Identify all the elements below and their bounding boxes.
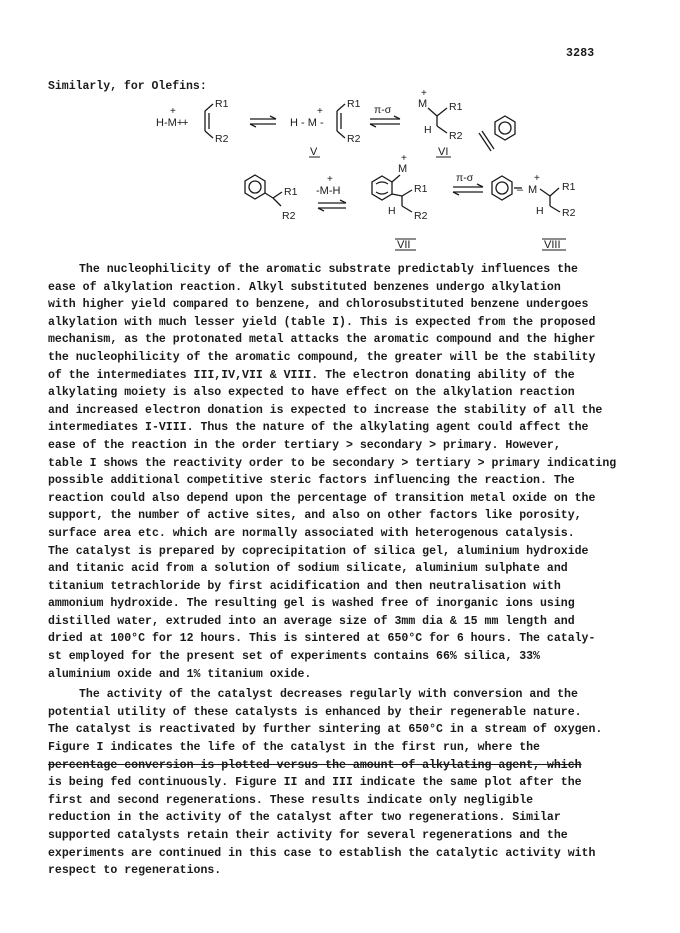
olefin-r1: R1 bbox=[215, 98, 229, 110]
reactant-charge: + bbox=[170, 106, 176, 117]
vii-charge: + bbox=[401, 153, 407, 164]
pi-sigma-1: π-σ bbox=[374, 104, 392, 116]
body-text bbox=[48, 261, 638, 880]
product-structure bbox=[245, 175, 282, 206]
text-line: The activity of the catalyst decreases regularly with conversion and the bbox=[79, 688, 578, 702]
vi-r2: R2 bbox=[449, 130, 463, 142]
text-line: st employed for the present set of experiments contains 66% silica, 33% bbox=[48, 650, 540, 664]
text-line: ammonium hydroxide. The resulting gel is washed free of inorganic ions using bbox=[48, 597, 575, 611]
viii-r1: R1 bbox=[562, 181, 576, 193]
equilibrium-arrow-1 bbox=[250, 116, 276, 127]
plus-sign: + bbox=[182, 117, 189, 129]
reaction-scheme bbox=[0, 0, 680, 262]
viii-h: H bbox=[536, 205, 544, 217]
viii-charge: + bbox=[534, 173, 540, 184]
product-r1: R1 bbox=[284, 186, 298, 198]
intro-label: Similarly, for Olefins: bbox=[48, 80, 207, 93]
vii-r1: R1 bbox=[414, 183, 428, 195]
text-line: titanium tetrachloride by first acidification and then neutralisation with bbox=[48, 579, 561, 593]
text-line: possible additional competitive steric factors influencing the reaction. The bbox=[48, 474, 575, 488]
equilibrium-arrow-2 bbox=[370, 116, 400, 127]
text-line: experiments are continued in this case to establish the catalytic activity with bbox=[48, 846, 596, 860]
text-line: intermediates I-VIII. Thus the nature of the alkylating agent could affect the bbox=[48, 421, 589, 435]
complex-olefin bbox=[337, 104, 345, 138]
text-line-struck: percentage conversion is plotted versus the amount of alkylating agent, which bbox=[48, 758, 582, 772]
vi-h: H bbox=[424, 124, 432, 136]
text-line: and increased electron donation is expected to increase the stability of all the bbox=[48, 403, 603, 417]
product-r2: R2 bbox=[282, 210, 296, 222]
label-viii: VIII bbox=[544, 239, 561, 251]
text-line: alkylation with much lesser yield (table I). This is expected from the proposed bbox=[48, 315, 596, 329]
benzene-ring bbox=[495, 116, 515, 140]
text-line: respect to regenerations. bbox=[48, 864, 222, 878]
text-line: table I shows the reactivity order to be secondary > tertiary > primary indicating bbox=[48, 456, 617, 470]
complex-charge: + bbox=[317, 106, 323, 117]
page-number: 3283 bbox=[566, 47, 595, 60]
vii-h: H bbox=[388, 205, 396, 217]
vi-charge: + bbox=[421, 88, 427, 99]
text-line: surface area etc. which are normally associated with heterogenous catalysis. bbox=[48, 526, 575, 540]
olefin-r2: R2 bbox=[215, 133, 229, 145]
complex-r1: R1 bbox=[347, 98, 361, 110]
text-line: The nucleophilicity of the aromatic substrate predictably influences the bbox=[79, 263, 578, 276]
text-line: of the intermediates III,IV,VII & VIII. The electron donating ability of the bbox=[48, 368, 575, 382]
text-line: ease of the reaction in the order tertiary > secondary > primary. However, bbox=[48, 438, 561, 452]
vii-metal: M bbox=[398, 163, 408, 175]
text-line: reaction could also depend upon the percentage of transition metal oxide on the bbox=[48, 491, 596, 505]
complex-hm: H - M - bbox=[290, 117, 324, 129]
text-line: supported catalysts retain their activity for several regenerations and the bbox=[48, 829, 568, 842]
minus-mh: -M-H bbox=[316, 185, 341, 197]
vi-r1: R1 bbox=[449, 101, 463, 113]
text-line: The catalyst is reactivated by further sintering at 650°C in a stream of oxygen. bbox=[48, 723, 603, 737]
pi-sigma-2: π-σ bbox=[456, 172, 474, 184]
text-line: ease of alkylation reaction. Alkyl substituted benzenes undergo alkylation bbox=[48, 280, 561, 294]
vi-metal: M bbox=[418, 98, 428, 110]
text-line: with higher yield compared to benzene, and chlorosubstituted benzene undergoes bbox=[48, 298, 589, 312]
text-line: distilled water, extruded into an average size of 3mm dia & 15 mm length and bbox=[48, 614, 575, 628]
equilibrium-arrow-4 bbox=[453, 184, 483, 195]
viii-metal: M bbox=[528, 184, 538, 196]
text-line: alkylating moiety is also expected to have effect on the alkylation reaction bbox=[48, 386, 575, 400]
text-line: aluminium oxide and 1% titanium oxide. bbox=[48, 667, 312, 681]
reactant-hm: H-M+ bbox=[156, 117, 184, 129]
paragraph-catalyst-activity bbox=[48, 686, 638, 880]
text-line: is being fed continuously. Figure II and III indicate the same plot after the bbox=[48, 776, 582, 790]
olefin-structure bbox=[205, 104, 213, 138]
label-v: V bbox=[310, 146, 318, 158]
minus-mh-charge: + bbox=[327, 174, 333, 185]
text-line: dried at 100°C for 12 hours. This is sintered at 650°C for 6 hours. The cataly- bbox=[48, 632, 596, 646]
label-vii: VII bbox=[397, 239, 411, 251]
viii-dash: – bbox=[517, 184, 524, 196]
label-vi: VI bbox=[438, 146, 449, 158]
vii-r2: R2 bbox=[414, 210, 428, 222]
text-line: support, the number of active sites, and also on other factors like porosity, bbox=[48, 509, 582, 523]
paragraph-nucleophilicity bbox=[48, 261, 638, 683]
viii-r2: R2 bbox=[562, 207, 576, 219]
text-line: potential utility of these catalysts is enhanced by their regenerable nature. bbox=[48, 705, 582, 719]
text-line: reduction in the activity of the catalyst after two regenerations. Similar bbox=[48, 811, 561, 825]
complex-r2: R2 bbox=[347, 133, 361, 145]
text-line: and titanic acid from a solution of sodium silicate, aluminium sulphate and bbox=[48, 562, 568, 576]
equilibrium-arrow-3 bbox=[318, 200, 346, 211]
text-line: The catalyst is prepared by coprecipitation of silica gel, aluminium hydroxide bbox=[48, 544, 589, 558]
text-line: first and second regenerations. These results indicate only negligible bbox=[48, 793, 534, 807]
text-line: mechanism, as the protonated metal attacks the aromatic compound and the higher bbox=[48, 333, 596, 347]
arrow-to-benzene bbox=[479, 131, 494, 151]
text-line: Figure I indicates the life of the catalyst in the first run, where the bbox=[48, 741, 540, 755]
text-line: the nucleophilicity of the aromatic compound, the greater will be the stability bbox=[48, 350, 596, 364]
